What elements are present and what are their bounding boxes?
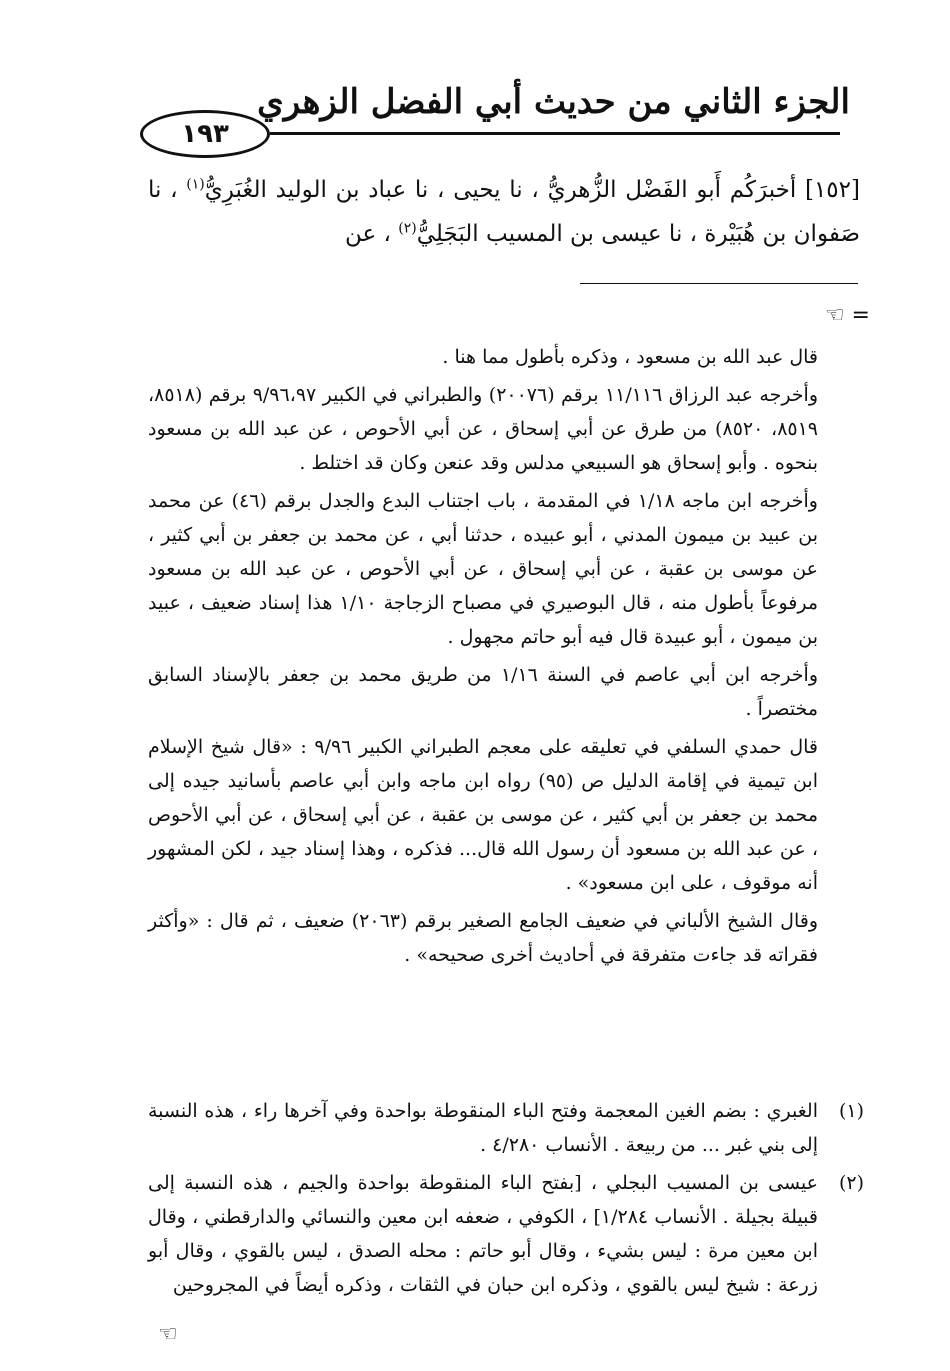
running-title: الجزء الثاني من حديث أبي الفضل الزهري [257, 82, 850, 122]
header-rule [270, 132, 840, 135]
next-page-mark: ☜ [158, 1322, 178, 1347]
footnote-number: (١) [838, 1100, 864, 1122]
note-paragraph: قال حمدي السلفي في تعليقه على معجم الطبراني الكبير ٩/٩٦ : «قال شيخ الإسلام ابن تيمية في إقامة الدليل ص (٩٥) رواه ابن ماجه وابن أبي عاصم بأسانيد جيده إلى محمد بن جعفر بن أبي كثير ، عن موسى بن عقبة ، عن أبي إسحاق ، عن أبي الأحوص ، عن عبد الله بن مسعود أن رسول الله قال... فذكره ، وهذا إسناد جيد ، لكن المشهور أنه موقوف ، على ابن مسعود» . [148, 736, 818, 894]
footnote-1 [148, 1094, 864, 1162]
note-paragraph: وأخرجه ابن أبي عاصم في السنة ١/١٦ من طريق محمد بن جعفر بالإسناد السابق مختصراً . [148, 664, 819, 720]
note-paragraph: قال عبد الله بن مسعود ، وذكره بأطول مما هنا . [442, 346, 818, 368]
page-number-oval [140, 110, 270, 158]
continued-footnote [148, 340, 818, 976]
footnote-number: (٢) [838, 1172, 864, 1194]
footnote-2 [148, 1166, 864, 1302]
hadith-paragraph [148, 168, 860, 256]
footnote-text: الغبري : بضم الغين المعجمة وفتح الباء المنقوطة بواحدة وفي آخرها راء ، هذه النسبة إلى بني غبر ... من ربيعة . الأنساب ٤/٢٨٠ . [148, 1100, 818, 1156]
footnote-separator [580, 283, 858, 284]
hadith-part-2: ، نا صَفوان بن هُبَيْرة ، نا عيسى بن المسيب البَجَلِيُّ [148, 177, 860, 247]
note-paragraph: وأخرجه ابن ماجه ١/١٨ في المقدمة ، باب اجتناب البدع والجدل برقم (٤٦) عن محمد بن عبيد بن ميمون المدني ، أبو عبيده ، حدثنا أبي ، عن محمد بن جعفر بن أبي كثير ، عن موسى بن عقبة ، عن أبي إسحاق ، عن أبي الأحوص ، عن عبد الله بن مسعود مرفوعاً بأطول منه ، قال البوصيري في مصباح الزجاجة ١/١٠ هذا إسناد ضعيف ، عبيد بن ميمون ، أبو عبيدة قال فيه أبو حاتم مجهول . [148, 490, 819, 648]
hadith-part-1: [١٥٢] أخبرَكُم أَبو الفَضْل الزُّهريُّ ، نا يحيى ، نا عباد بن الوليد الغُبَرِيُّ [204, 177, 860, 203]
note-paragraph: وأخرجه عبد الرزاق ١١/١١٦ برقم (٢٠٠٧٦) والطبراني في الكبير ٩/٩٦،٩٧ برقم (٨٥١٨، ٨٥١٩، ٨٥٢٠) من طرق عن أبي إسحاق ، عن أبي الأحوص ، عن عبد الله بن مسعود بنحوه . وأبو إسحاق هو السبيعي مدلس وقد عنعن وكان قد اختلط . [148, 384, 819, 474]
hadith-text [148, 168, 860, 256]
page-number: ١٩٣ [181, 119, 229, 149]
hadith-part-3: ، عن [344, 221, 399, 247]
continuation-mark: = ☜ [824, 303, 870, 328]
footnote-text: عيسى بن المسيب البجلي ، [بفتح الباء المنقوطة بواحدة والجيم ، هذه النسبة إلى قبيلة بجيلة . الأنساب ١/٢٨٤] ، الكوفي ، ضعفه ابن معين والنسائي والدارقطني ، وقال ابن معين مرة : ليس بشيء ، وقال أبو حاتم : محله الصدق ، ليس بالقوي ، وقال أبو زرعة : شيخ ليس بالقوي ، وذكره ابن حبان في الثقات ، وذكره أيضاً في المجروحين [148, 1172, 818, 1296]
note-paragraph: وقال الشيخ الألباني في ضعيف الجامع الصغير برقم (٢٠٦٣) ضعيف ، ثم قال : «وأكثر فقراته قد جاءت متفرقة في أحاديث أخرى صحيحه» . [148, 910, 818, 966]
footnote-marker-1: (١) [186, 176, 205, 193]
footnotes [148, 1094, 864, 1306]
footnote-marker-2: (٢) [398, 220, 417, 237]
